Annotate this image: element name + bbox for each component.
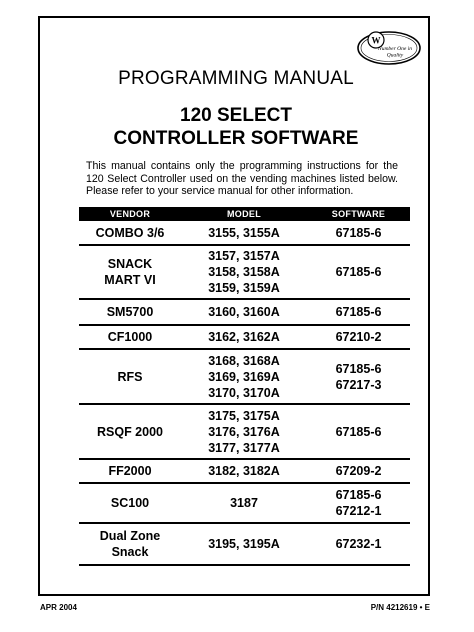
subtitle-line-2: CONTROLLER SOFTWARE — [113, 128, 359, 149]
vendor-cell-line: MART VI — [104, 273, 156, 287]
model-cell-line: 3157, 3157A — [208, 249, 280, 263]
table-header-row — [79, 207, 410, 221]
intro-line: 120 Select Controller used on the vending machines listed below. — [86, 172, 398, 185]
table-row — [79, 221, 410, 245]
model-cell — [181, 459, 307, 483]
model-cell-line: 3175, 3175A — [208, 408, 280, 423]
software-cell-line: 67185-6 — [335, 305, 382, 319]
intro-line: Please refer to your service manual for other information. — [86, 185, 354, 197]
model-cell-line: 3169, 3169A — [208, 369, 280, 384]
software-cell — [307, 483, 410, 523]
vendor-cell-line: Snack — [111, 545, 149, 559]
vendor-cell — [79, 523, 181, 565]
software-cell — [307, 404, 410, 459]
compatibility-table — [79, 207, 410, 566]
software-cell-line: 67232-1 — [335, 537, 382, 551]
software-cell-line: 67217-3 — [335, 377, 382, 392]
intro-paragraph — [86, 160, 398, 198]
vendor-cell-line: FF2000 — [108, 464, 152, 478]
table-row — [79, 349, 410, 404]
vendor-cell — [79, 221, 181, 245]
software-cell-line: 67185-6 — [335, 361, 382, 376]
software-cell — [307, 459, 410, 483]
footer-part-number: P/N 4212619 • E — [370, 603, 430, 612]
software-cell — [307, 325, 410, 349]
vendor-cell-line: CF1000 — [107, 330, 153, 344]
model-cell — [181, 325, 307, 349]
software-cell — [307, 523, 410, 565]
header-vendor: VENDOR — [79, 207, 181, 221]
intro-line: This manual contains only the programming instructions for the — [86, 160, 398, 172]
software-cell — [307, 349, 410, 404]
software-cell-line: 67185-6 — [335, 424, 382, 439]
vendor-cell-line: RSQF 2000 — [96, 424, 163, 439]
software-cell-line: 67185-6 — [335, 488, 382, 502]
vendor-cell-line: SM5700 — [106, 305, 154, 319]
table-row — [79, 404, 410, 459]
subtitle-line-1: 120 SELECT — [180, 105, 292, 126]
vendor-cell — [79, 483, 181, 523]
vendor-cell — [79, 325, 181, 349]
model-cell-line: 3182, 3182A — [208, 464, 280, 478]
footer-date: APR 2004 — [40, 603, 77, 612]
vendor-cell — [79, 404, 181, 459]
software-cell-line: 67185-6 — [335, 265, 382, 279]
software-cell-line: 67209-2 — [335, 464, 382, 478]
software-cell — [307, 245, 410, 299]
software-cell-line: 67212-1 — [335, 504, 382, 518]
vendor-cell-line: COMBO 3/6 — [95, 225, 165, 240]
software-cell — [307, 221, 410, 245]
model-cell-line: 3177, 3177A — [208, 440, 280, 455]
company-logo — [355, 26, 423, 68]
table-row — [79, 245, 410, 299]
software-cell — [307, 299, 410, 325]
header-software: SOFTWARE — [307, 207, 410, 221]
vendor-cell — [79, 459, 181, 483]
model-cell-line: 3195, 3195A — [208, 537, 280, 551]
model-cell — [181, 523, 307, 565]
logo-tagline-1: Number One in — [378, 46, 412, 52]
model-cell — [181, 299, 307, 325]
vendor-cell — [79, 349, 181, 404]
model-cell-line: 3168, 3168A — [208, 353, 280, 368]
logo-tagline-2: Quality — [386, 52, 404, 59]
table-row — [79, 325, 410, 349]
table-row — [79, 459, 410, 483]
model-cell-line: 3162, 3162A — [208, 330, 280, 344]
model-cell — [181, 221, 307, 245]
table-row — [79, 483, 410, 523]
model-cell-line: 3187 — [230, 496, 258, 510]
vendor-cell — [79, 299, 181, 325]
svg-text:W: W — [371, 35, 381, 46]
model-cell-line: 3159, 3159A — [208, 281, 280, 295]
vendor-cell-line: RFS — [117, 369, 143, 384]
model-cell — [181, 245, 307, 299]
model-cell-line: 3158, 3158A — [208, 265, 280, 279]
table-row — [79, 523, 410, 565]
model-cell — [181, 404, 307, 459]
table-body — [79, 221, 410, 565]
software-cell-line: 67185-6 — [335, 225, 382, 240]
table-row — [79, 299, 410, 325]
model-cell — [181, 349, 307, 404]
vendor-cell-line: SC100 — [110, 496, 150, 510]
wp-logo-icon — [355, 26, 423, 68]
vendor-cell — [79, 245, 181, 299]
software-cell-line: 67210-2 — [335, 330, 382, 344]
header-model: MODEL — [181, 207, 307, 221]
model-cell-line: 3160, 3160A — [208, 305, 280, 319]
model-cell-line: 3155, 3155A — [208, 225, 280, 240]
vendor-cell-line: Dual Zone — [99, 529, 161, 543]
model-cell-line: 3176, 3176A — [208, 424, 280, 439]
vendor-cell-line: SNACK — [107, 257, 153, 271]
model-cell — [181, 483, 307, 523]
model-cell-line: 3170, 3170A — [208, 385, 280, 400]
page-title: PROGRAMMING MANUAL — [118, 68, 354, 89]
